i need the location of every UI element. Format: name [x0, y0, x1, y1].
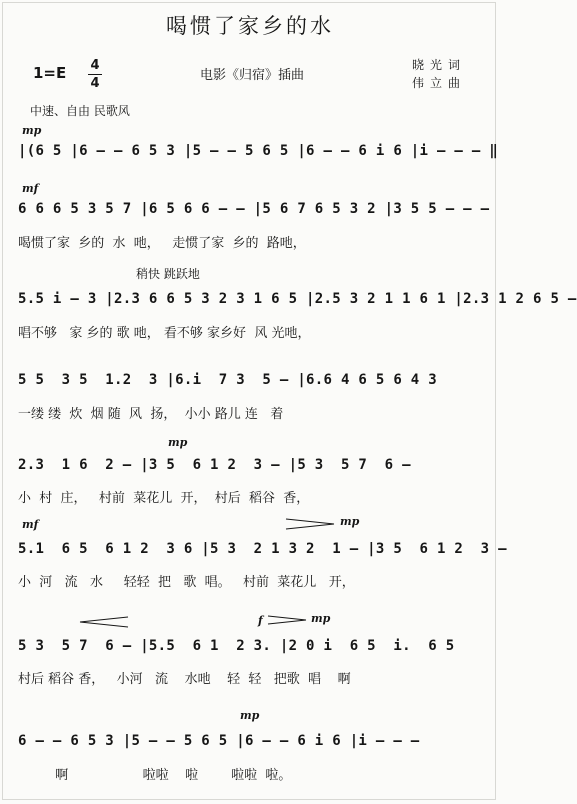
key-signature: 1=E: [33, 64, 67, 82]
lyric-line: 啊 啦啦 啦 啦啦 啦。: [18, 768, 292, 783]
tempo-change: 稍快 跳跃地: [136, 267, 200, 281]
meter-bar: [88, 74, 102, 75]
tempo-marking: 中速、自由 民歌风: [30, 104, 130, 118]
dynamic-mp: mp: [311, 612, 331, 625]
lyric-line: 小 村 庄， 村前 菜花儿 开， 村后 稻谷 香，: [18, 491, 310, 506]
credit-composer: 伟立曲: [412, 76, 467, 90]
credit-lyricist: 晓光词: [412, 58, 467, 72]
notation-line: 2.3 1 6 2 — |3 5 6 1 2 3 — |5 3 5 7 6 —: [18, 457, 411, 473]
notation-line: 5.1 6 5 6 1 2 3 6 |5 3 2 1 3 2 1 — |3 5 6 1 2 3 —: [18, 541, 507, 557]
dynamic-mf: mf: [22, 182, 39, 195]
lyric-line: 村后 稻谷 香， 小河 流 水吔 轻 轻 把歌 唱 啊: [18, 672, 351, 687]
meter-top: 4: [90, 58, 100, 73]
dynamic-mp: mp: [340, 515, 360, 528]
decrescendo-hairpin: [286, 517, 336, 531]
lyric-line: 一缕 缕 炊 烟 随 风 扬， 小小 路儿 连 着: [18, 407, 284, 422]
lyric-line: 唱不够 家 乡的 歌 吔， 看不够 家乡好 风 光吔，: [18, 326, 311, 341]
dynamic-mp: mp: [240, 709, 260, 722]
song-title: 喝惯了家乡的水: [166, 14, 334, 38]
notation-line: 5 3 5 7 6 — |5.5 6 1 2 3. |2 0 i 6 5 i. 6 5: [18, 638, 455, 654]
notation-line: 6 6 6 5 3 5 7 |6 5 6 6 — — |5 6 7 6 5 3 2 |3 5 5 — — —: [18, 201, 490, 217]
decrescendo-hairpin: [268, 614, 308, 626]
lyric-line: 小 河 流 水 轻轻 把 歌 唱。 村前 菜花儿 开，: [18, 575, 355, 590]
notation-line: |(6 5 |6 — — 6 5 3 |5 — — 5 6 5 |6 — — 6 i 6 |i — — — ‖: [18, 143, 499, 159]
notation-line: 6 — — 6 5 3 |5 — — 5 6 5 |6 — — 6 i 6 |i — — —: [18, 733, 420, 749]
dynamic-f: f: [258, 614, 263, 627]
dynamic-mp: mp: [22, 124, 42, 137]
dynamic-mp: mp: [168, 436, 188, 449]
subtitle: 电影《归宿》插曲: [200, 68, 305, 83]
crescendo-hairpin: [80, 615, 130, 629]
dynamic-mf: mf: [22, 518, 39, 531]
time-signature: [88, 58, 102, 91]
meter-bottom: 4: [90, 76, 100, 91]
notation-line: 5.5 i — 3 |2.3 6 6 5 3 2 3 1 6 5 |2.5 3 2 1 1 6 1 |2.3 1 2 6 5 —: [18, 291, 577, 307]
lyric-line: 喝惯了家 乡的 水 吔， 走惯了家 乡的 路吔，: [18, 236, 306, 251]
notation-line: 5 5 3 5 1.2 3 |6.i 7 3 5 — |6.6 4 6 5 6 4 3: [18, 372, 437, 388]
